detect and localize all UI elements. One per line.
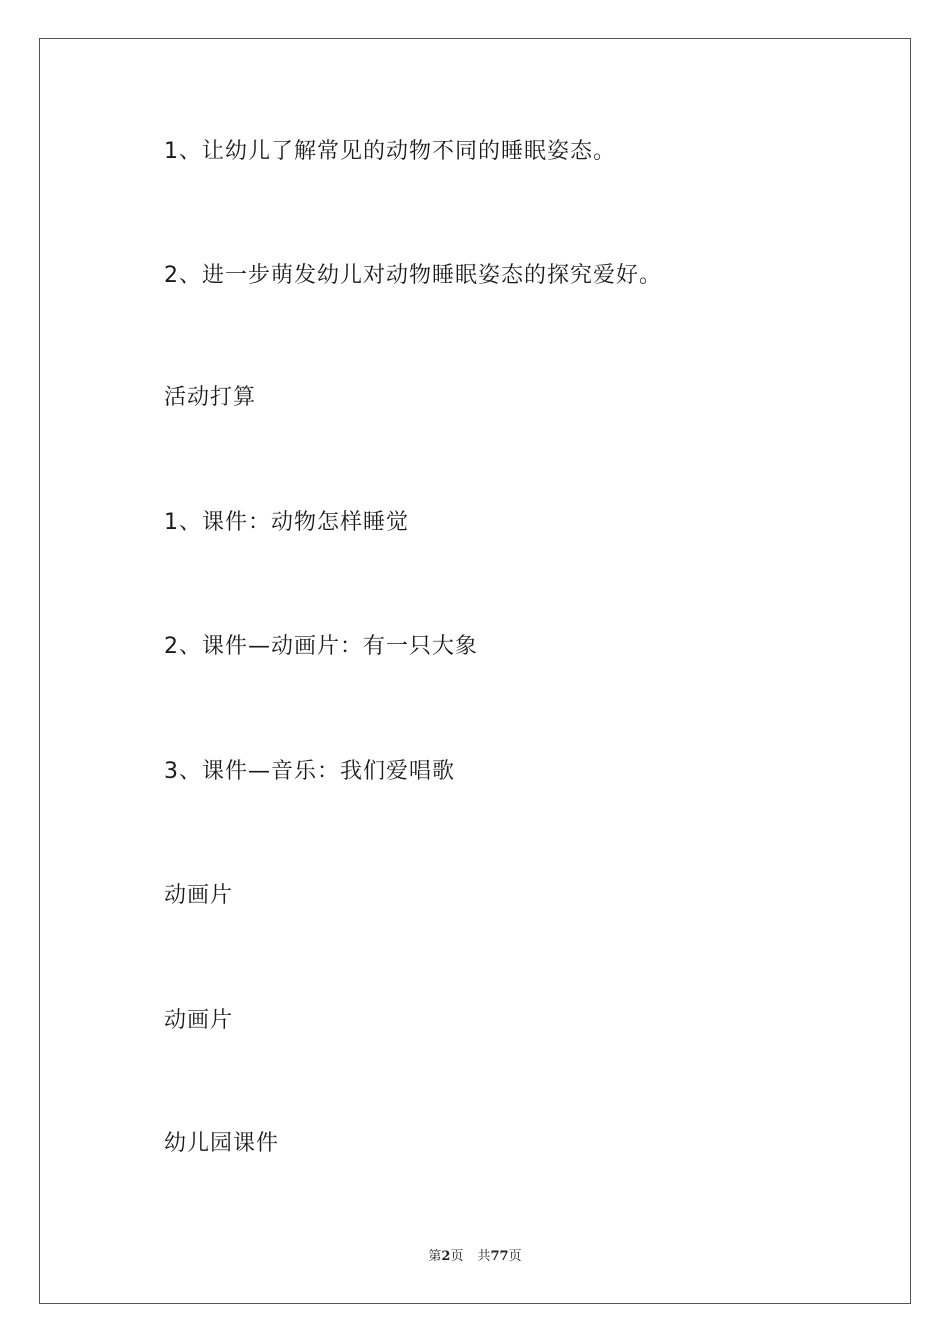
- text-line-animation-2: 动画片: [164, 1008, 234, 1033]
- total-pages: 77: [490, 1249, 509, 1264]
- objective-item-1: 1、让幼儿了解常见的动物不同的睡眠姿态。: [164, 139, 616, 164]
- preparation-item-1: 1、课件：动物怎样睡觉: [164, 510, 409, 535]
- section-heading-preparation: 活动打算: [164, 385, 257, 410]
- text-line-kindergarten-courseware: 幼儿园课件: [164, 1131, 280, 1156]
- preparation-item-2: 2、课件—动画片：有一只大象: [164, 634, 478, 659]
- total-prefix: 共: [477, 1249, 491, 1264]
- page-border: [39, 38, 911, 1304]
- page-prefix: 第: [428, 1249, 442, 1264]
- objective-item-2: 2、进一步萌发幼儿对动物睡眠姿态的探究爱好。: [164, 263, 662, 288]
- page-suffix: 页: [450, 1249, 464, 1264]
- page-number: 2: [441, 1249, 451, 1264]
- total-suffix: 页: [508, 1249, 522, 1264]
- page-footer: [0, 1248, 950, 1266]
- preparation-item-3: 3、课件—音乐：我们爱唱歌: [164, 759, 455, 784]
- text-line-animation-1: 动画片: [164, 883, 234, 908]
